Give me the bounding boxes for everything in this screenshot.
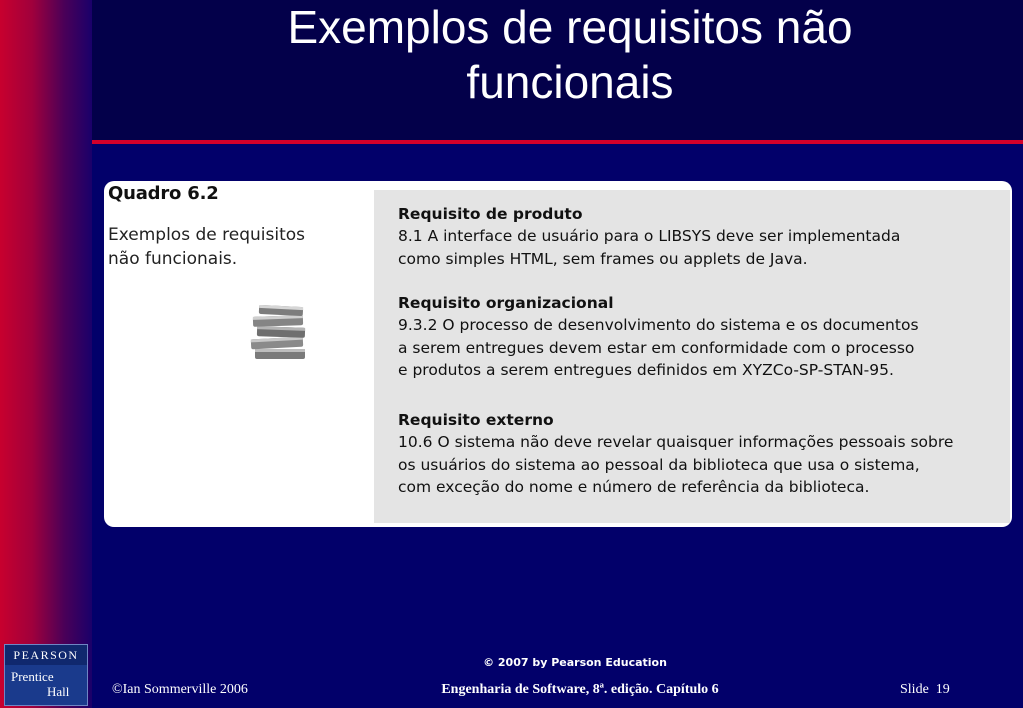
requirement-title: Requisito de produto bbox=[398, 205, 583, 223]
requirement-text-line: 9.3.2 O processo de desenvolvimento do sistema e os documentos bbox=[398, 316, 919, 334]
requirement-text-line: os usuários do sistema ao pessoal da biblioteca que usa o sistema, bbox=[398, 455, 920, 474]
logo-imprint-line1: Prentice bbox=[11, 669, 54, 684]
requirement-text-line: 10.6 O sistema não deve revelar quaisquer informações pessoais sobre bbox=[398, 433, 954, 451]
requirement-external bbox=[398, 409, 998, 499]
requirement-organizational bbox=[398, 292, 998, 382]
panel-caption-line2: não funcionais. bbox=[108, 249, 238, 269]
requirement-title: Requisito organizacional bbox=[398, 294, 614, 312]
pearson-prentice-hall-logo bbox=[4, 644, 88, 706]
title-divider bbox=[92, 140, 1023, 144]
slide-title-line2: funcionais bbox=[466, 56, 674, 108]
panel-caption-line1: Exemplos de requisitos bbox=[108, 225, 305, 245]
panel-caption bbox=[108, 223, 358, 271]
requirement-text-line: com exceção do nome e número de referência da biblioteca. bbox=[398, 478, 870, 496]
slide-number bbox=[900, 682, 950, 698]
footer-book-title: Engenharia de Software, 8ª. edição. Capítulo 6 bbox=[441, 682, 719, 697]
footer-author: ©Ian Sommerville 2006 bbox=[112, 682, 248, 697]
requirement-text-line: como simples HTML, sem frames ou applets de Java. bbox=[398, 249, 808, 268]
books-icon bbox=[249, 305, 309, 361]
requirement-text-line: a serem entregues devem estar em conformidade com o processo bbox=[398, 338, 915, 357]
slide-title bbox=[140, 0, 1000, 110]
slide-number-label: Slide bbox=[900, 682, 929, 697]
requirement-text-line: 8.1 A interface de usuário para o LIBSYS deve ser implementada bbox=[398, 227, 901, 245]
logo-brand: PEARSON bbox=[5, 645, 87, 665]
left-gradient-bar bbox=[0, 0, 92, 708]
requirement-text-line: e produtos a serem entregues definidos em XYZCo-SP-STAN-95. bbox=[398, 361, 894, 379]
footer-copyright: © 2007 by Pearson Education bbox=[483, 656, 667, 669]
slide-number-value: 19 bbox=[935, 682, 950, 697]
content-panel bbox=[104, 181, 1012, 527]
panel-heading: Quadro 6.2 bbox=[108, 183, 219, 204]
requirement-product bbox=[398, 203, 998, 270]
slide-title-line1: Exemplos de requisitos não bbox=[287, 1, 853, 53]
logo-imprint-line2: Hall bbox=[47, 684, 70, 699]
requirement-title: Requisito externo bbox=[398, 411, 554, 429]
